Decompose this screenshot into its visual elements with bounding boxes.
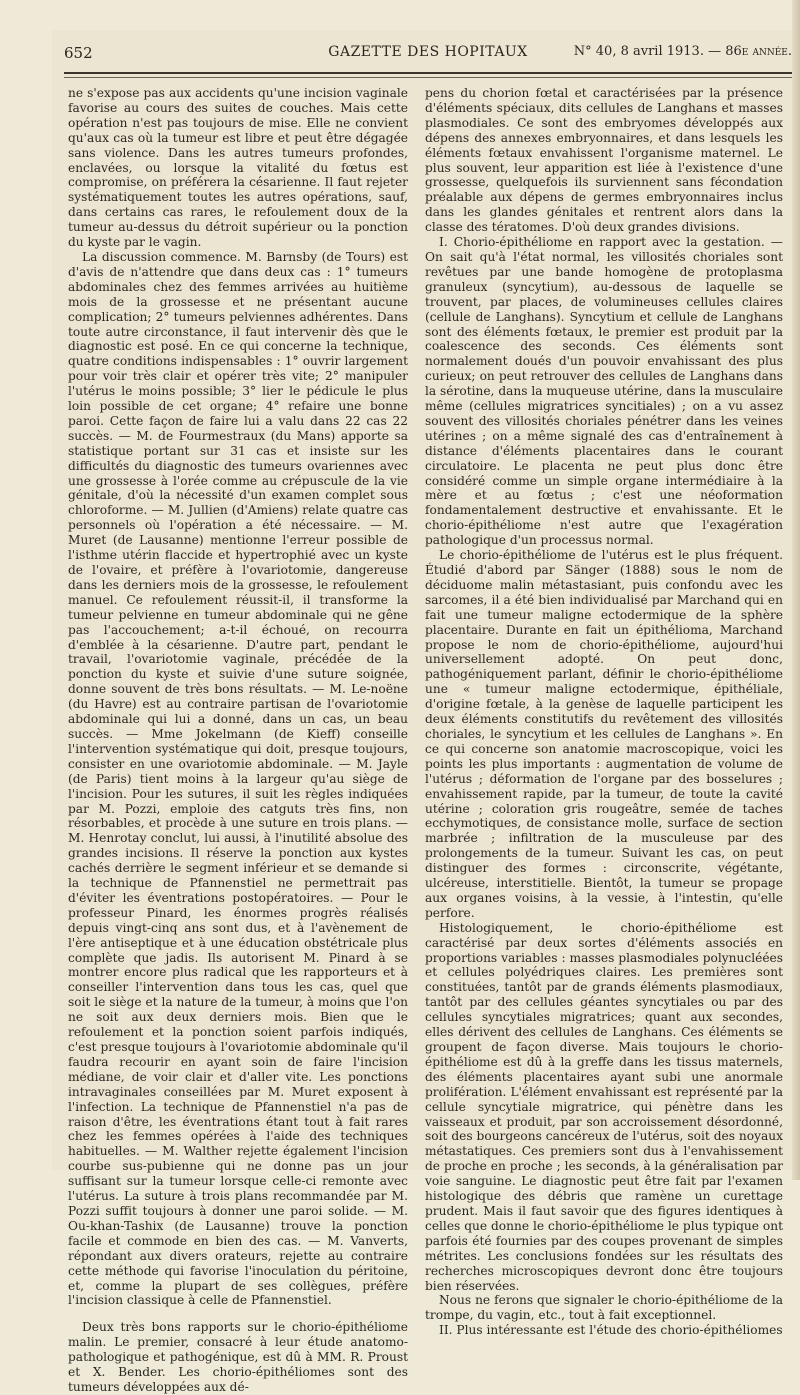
- paragraph: Deux très bons rapports sur le chorio-épithéliome malin. Le premier, consacré à leur étude anatomo-pathologique et pathogénique, est dû à MM. R. Proust et X. Bender. Les chorio-épithéliomes sont des tumeurs développées aux dé-: [68, 1320, 408, 1394]
- header-rule-thin: [64, 77, 792, 78]
- paragraph: Histologiquement, le chorio-épithéliome est caractérisé par deux sortes d'éléments associés en proportions variables : masses plasmodiales polynucléées et cellules polyédriques claires. Les premières sont constituées, tantôt par de grands éléments plasmodiaux, tantôt par des cellules géantes syncytiales ou par des cellules syncytiales migratrices; quant aux secondes, elles dérivent des cellules de Langhans. Ces éléments se groupent de façon diverse. Mais toujours le chorio-épithéliome est dû à la greffe dans les tissus maternels, des éléments placentaires ayant subi une anormale prolifération. L'élément envahissant est représenté par la cellule syncytiale migratrice, qui pénètre dans les vaisseaux et produit, par son accroissement désordonné, soit des bourgeons cancéreux de l'utérus, soit des noyaux métastatiques. Ces premiers sont dus à l'envahissement de proche en proche ; les seconds, à la généralisation par voie sanguine. Le diagnostic peut être fait par l'examen histologique des débris que ramène un curettage prudent. Mais il faut savoir que des figures identiques à celles que donne le chorio-épithéliome le plus typique ont parfois été fournies par des coupes provenant de simples métrites. Les conclusions fondées sur les résultats des recherches microscopiques devront donc être toujours bien réservées.: [425, 920, 783, 1293]
- issue-year: e année.: [741, 44, 792, 59]
- right-column: [425, 86, 783, 1338]
- page-fold-shadow: [792, 0, 800, 1180]
- paragraph: ne s'expose pas aux accidents qu'une incision vaginale favorise au cours des suites de couches. Mais cette opération n'est pas toujours de mise. Elle ne convient qu'aux cas où la tumeur est libre et peut être dégagée sans violence. Dans les autres tumeurs profondes, enclavées, ou lorsque la vitalité du fœtus est compromise, on préférera la césarienne. Il faut rejeter systématiquement toutes les autres opérations, sauf, dans certains cas rares, le refoulement doux de la tumeur au-dessus du détroit supérieur ou la ponction du kyste par le vagin.: [68, 86, 408, 250]
- issue-info: [574, 44, 792, 59]
- paragraph: La discussion commence. M. Barnsby (de Tours) est d'avis de n'attendre que dans deux cas : 1° tumeurs abdominales chez des femmes arrivées au huitième mois de la grossesse et ne présentant aucune complication; 2° tumeurs pelviennes adhérentes. Dans toute autre circonstance, il faut intervenir dès que le diagnostic est posé. En ce qui concerne la technique, quatre conditions indispensables : 1° ouvrir largement pour voir très clair et opérer très vite; 2° manipuler l'utérus le moins possible; 3° lier le pédicule le plus loin possible de cet organe; 4° refaire une bonne paroi. Cette façon de faire lui a valu dans 22 cas 22 succès. — M. de Fourmestraux (du Mans) apporte sa statistique portant sur 31 cas et insiste sur les difficultés du diagnostic des tumeurs ovariennes avec une grossesse à l'orée comme au crépuscule de la vie génitale, d'où la nécessité d'un examen complet sous chloroforme. — M. Jullien (d'Amiens) relate quatre cas personnels où l'opération a été nécessaire. — M. Muret (de Lausanne) mentionne l'erreur possible de l'isthme utérin flaccide et hypertrophié avec un kyste de l'ovaire, et préfère à l'ovariotomie, dangereuse dans les derniers mois de la grossesse, le refoulement manuel. Ce refoulement réussit-il, il transforme la tumeur pelvienne en tumeur abdominale qui ne gêne pas l'accouchement; a-t-il échoué, on recourra d'emblée à la césarienne. D'autre part, pendant le travail, l'ovariotomie vaginale, précédée de la ponction du kyste et suivie d'une suture soignée, donne souvent de très bons résultats. — M. Le-noëne (du Havre) est au contraire partisan de l'ovariotomie abdominale qui lui a donné, dans un cas, un beau succès. — Mme Jokelmann (de Kieff) conseille l'intervention systématique qui doit, presque toujours, consister en une ovariotomie abdominale. — M. Jayle (de Paris) tient moins à la largeur qu'au siège de l'incision. Pour les sutures, il suit les règles indiquées par M. Pozzi, emploie des catguts très fins, non résorbables, et procède à une suture en trois plans. — M. Henrotay conclut, lui aussi, à l'inutilité absolue des grandes incisions. Il réserve la ponction aux kystes cachés derrière le segment inférieur et se demande si la technique de Pfannenstiel ne permettrait pas d'éviter les éventrations postopératoires. — Pour le professeur Pinard, les énormes progrès réalisés depuis vingt-cinq ans sont dus, et à l'avènement de l'ère antiseptique et à une éducation obstétricale plus complète que jadis. Ils autorisent M. Pinard à se montrer encore plus radical que les rapporteurs et à conseiller l'intervention dans tous les cas, quel que soit le siège et la nature de la tumeur, à moins que l'on ne soit aux deux derniers mois. Bien que le refoulement et la ponction soient parfois indiqués, c'est presque toujours à l'ovariotomie abdominale qu'il faudra recourir en ayant soin de faire l'incision médiane, de voir clair et d'aller vite. Les ponctions intravaginales conseillées par M. Muret exposent à l'infection. La technique de Pfannenstiel n'a pas de raison d'être, les éventrations étant tout à fait rares chez les femmes opérées à l'aide des techniques habituelles. — M. Walther rejette également l'incision courbe sus-pubienne qui ne donne pas un jour suffisant sur la tumeur lorsque celle-ci remonte avec l'utérus. La suture à trois plans recommandée par M. Pozzi suffit toujours à donner une paroi solide. — M. Ou-khan-Tashix (de Lausanne) trouve la ponction facile et commode en bien des cas. — M. Vanverts, répondant aux divers orateurs, rejette au contraire cette méthode qui favorise l'inoculation du péritoine, et, comme la plupart de ses collègues, préfère l'incision classique à celle de Pfannenstiel.: [68, 249, 408, 1308]
- page-header: [64, 44, 792, 66]
- issue-number: N° 40, 8 avril 1913. — 86: [573, 44, 742, 59]
- paragraph: I. Chorio-épithéliome en rapport avec la gestation. — On sait qu'à l'état normal, les villosités choriales sont revêtues par une bande homogène de protoplasma granuleux (syncytium), au-dessous de laquelle se trouvent, par places, de volumineuses cellules claires (cellule de Langhans). Syncytium et cellule de Langhans sont des éléments fœtaux, le premier est produit par la coalescence des seconds. Ces éléments sont normalement doués d'un pouvoir envahissant des plus curieux; on peut retrouver des cellules de Langhans dans la sérotine, dans la muqueuse utérine, dans la musculaire même (cellules migratrices syncitiales) ; on a vu assez souvent des villosités choriales pénétrer dans les veines utérines ; on a même signalé des cas d'entraînement à distance d'éléments placentaires dans le courant circulatoire. Le placenta ne peut plus donc être considéré comme un simple organe intermédiaire à la mère et au fœtus ; c'est une néoformation fondamentalement destructive et envahissante. Et le chorio-épithéliome n'est autre que l'exagération pathologique d'un processus normal.: [425, 235, 783, 548]
- header-rule: [64, 72, 792, 74]
- journal-title: GAZETTE DES HOPITAUX: [328, 44, 528, 60]
- newspaper-page: [52, 30, 792, 1394]
- left-column: [68, 86, 408, 1395]
- page-number: 652: [64, 44, 93, 62]
- paragraph: II. Plus intéressante est l'étude des chorio-épithéliomes: [439, 1323, 783, 1338]
- paragraph: pens du chorion fœtal et caractérisées par la présence d'éléments spéciaux, dits cellules de Langhans et masses plasmodiales. Ce sont des embryomes développés aux dépens des annexes embryonnaires, et dans lesquels les éléments fœtaux envahissent l'organisme maternel. Le plus souvent, leur apparition est liée à l'existence d'une grossesse, quelquefois ils surviennent sans fécondation préalable aux dépens de germes embryonnaires inclus dans les glandes génitales et rentrent alors dans la classe des tératomes. D'où deux grandes divisions.: [425, 86, 783, 235]
- paragraph: Nous ne ferons que signaler le chorio-épithéliome de la trompe, du vagin, etc., tout à fait exceptionnel.: [425, 1293, 783, 1323]
- paragraph: Le chorio-épithéliome de l'utérus est le plus fréquent. Étudié d'abord par Sänger (1888) sous le nom de déciduome malin métastasiant, puis confondu avec les sarcomes, il a été bien individualisé par Marchand qui en fait une tumeur maligne ectodermique de la sphère placentaire. Durante en fait un épithélioma, Marchand propose le nom de chorio-épithéliome, aujourd'hui universellement adopté. On peut donc, pathogéniquement parlant, définir le chorio-épithéliome une « tumeur maligne ectodermique, épithéliale, d'origine fœtale, à la genèse de laquelle participent les deux éléments constitutifs du revêtement des villosités choriales, le syncytium et les cellules de Langhans ». En ce qui concerne son anatomie macroscopique, voici les points les plus importants : augmentation de volume de l'utérus ; déformation de l'organe par des bosselures ; envahissement rapide, par la tumeur, de toute la cavité utérine ; coloration gris rougeâtre, semée de taches ecchymotiques, de consistance molle, surface de section marbrée ; infiltration de la musculeuse par des prolongements de la tumeur. Suivant les cas, on peut distinguer des formes : circonscrite, végétante, ulcéreuse, interstitielle. Bientôt, la tumeur se propage aux organes voisins, à la vessie, à l'intestin, qu'elle perfore.: [425, 548, 783, 920]
